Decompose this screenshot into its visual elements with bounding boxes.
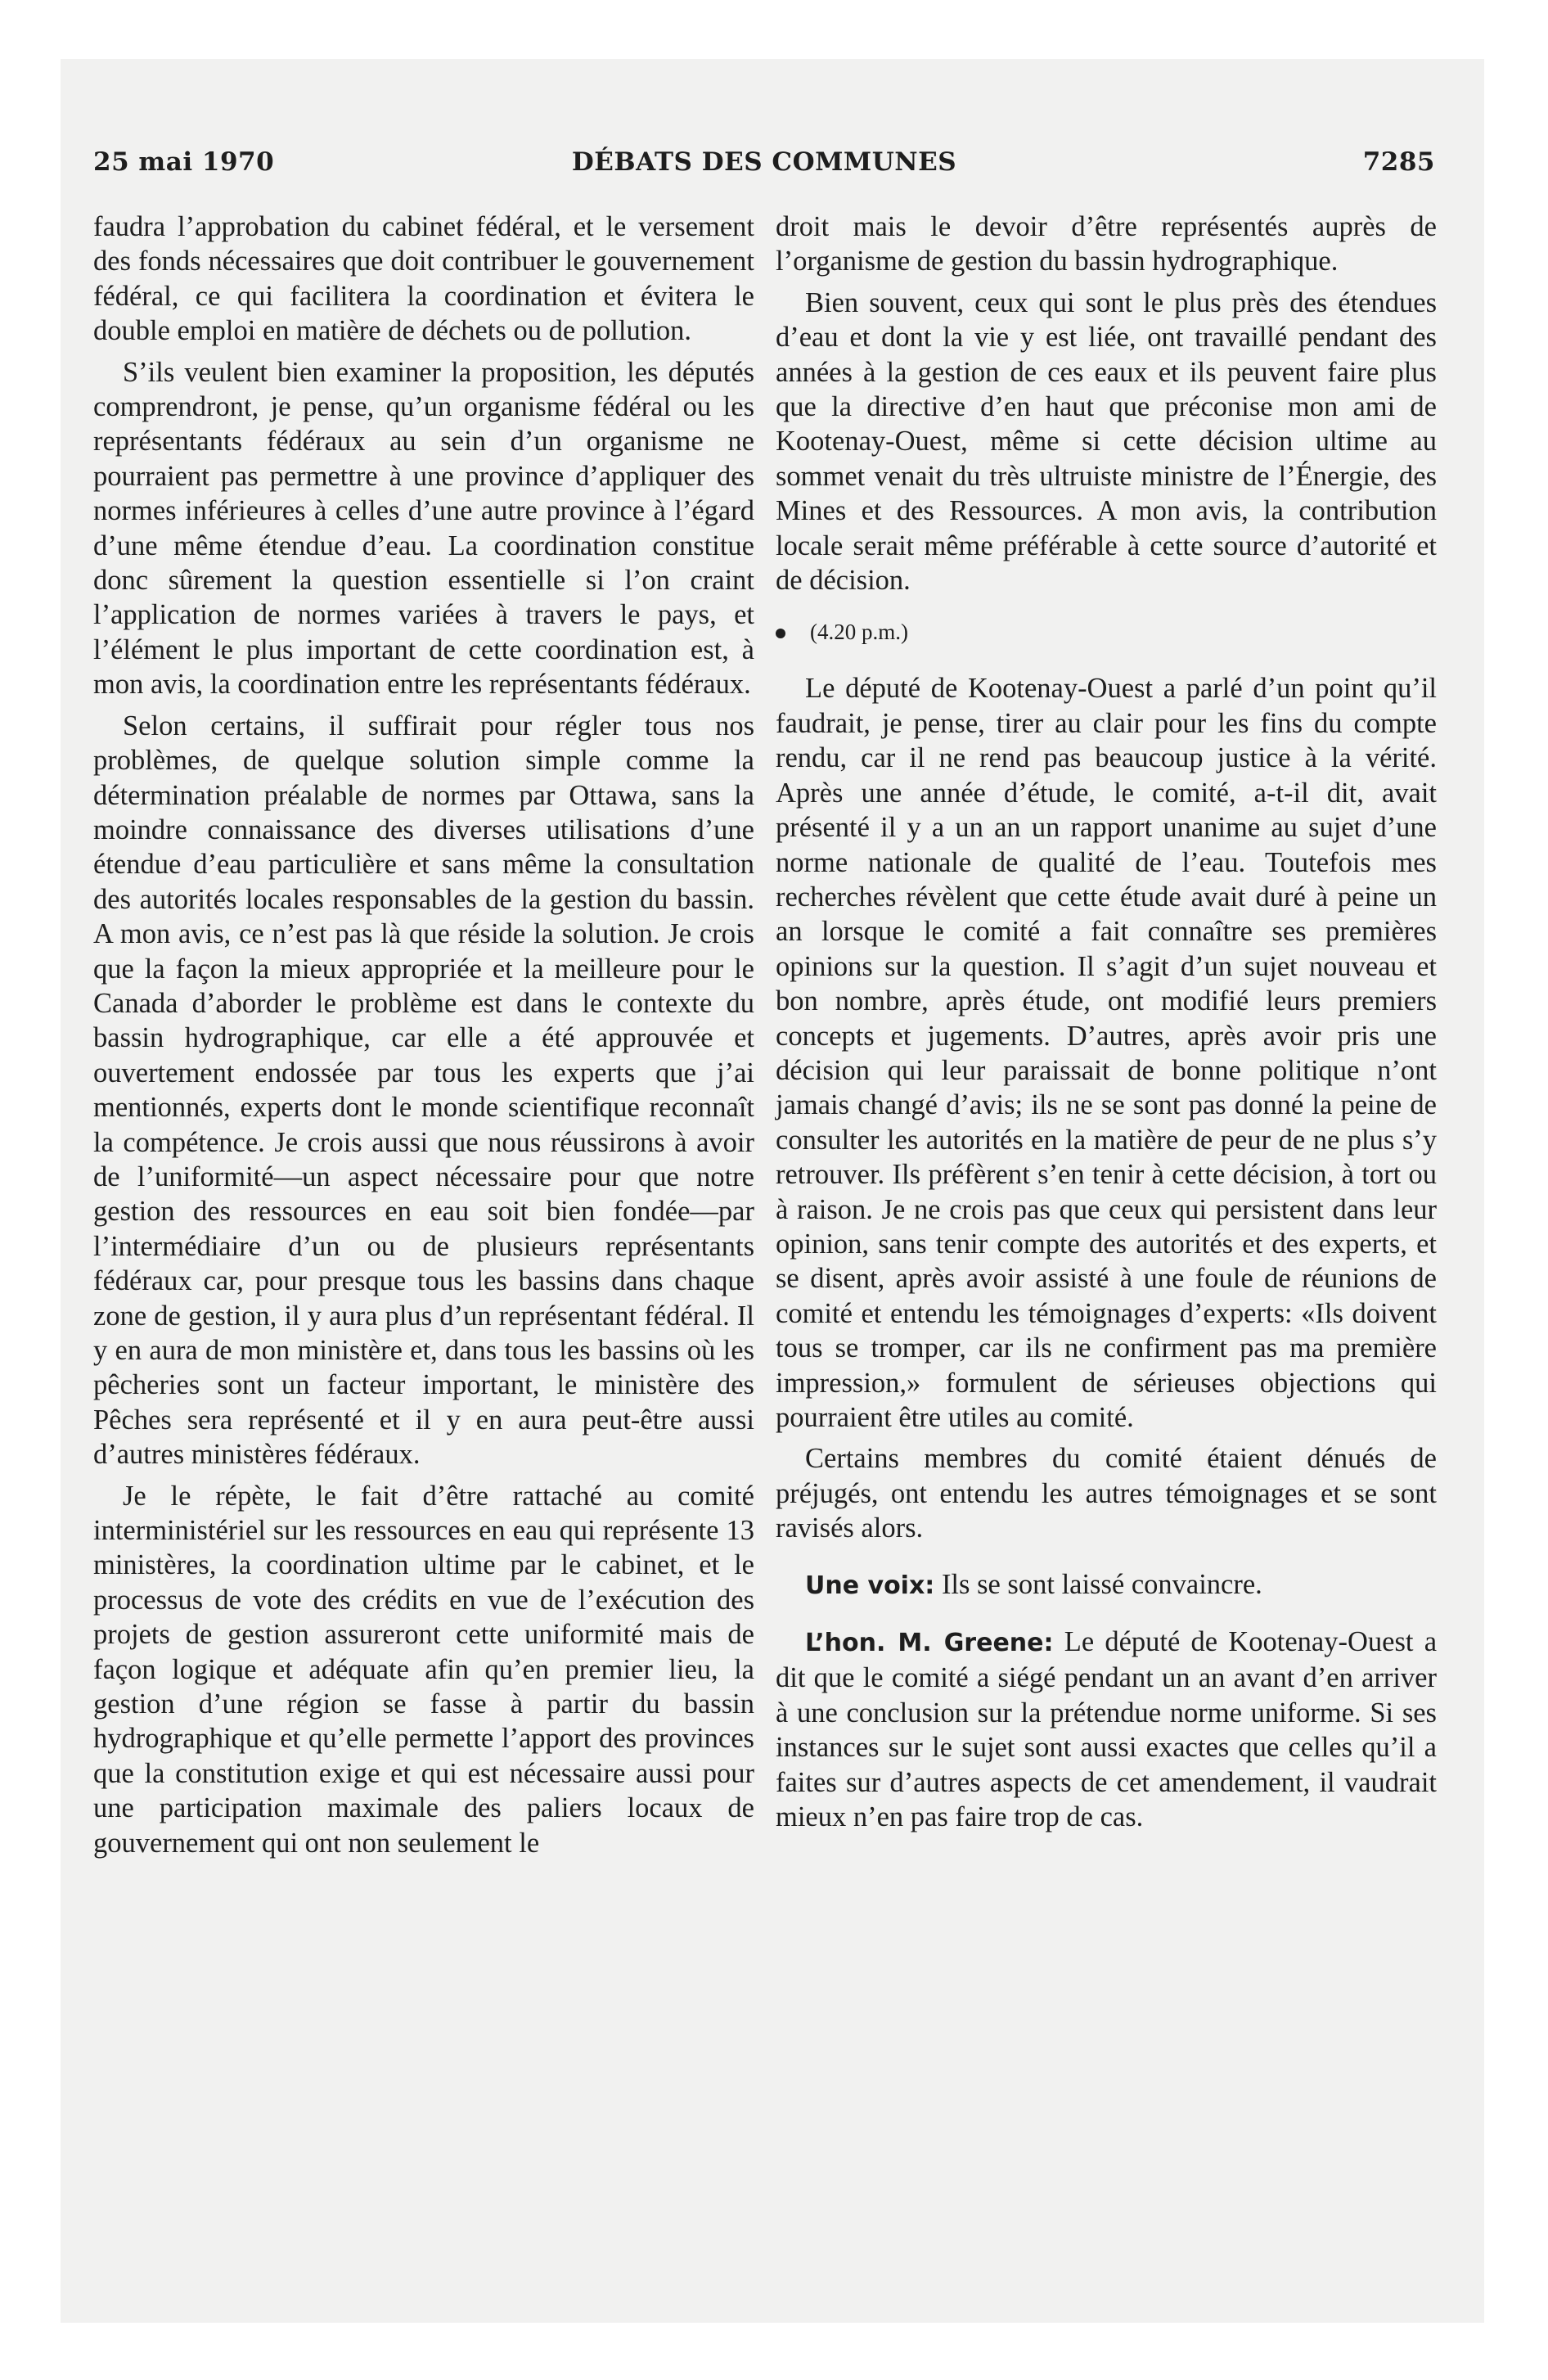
time-stamp: [776, 617, 1437, 647]
paragraph: Bien souvent, ceux qui sont le plus près des étendues d’eau et dont la vie y est liée, ont travaillé pendant des années à la gestion de ces eaux et ils peuvent faire plus que la directive d’en haut que préconise mon ami de Kootenay-Ouest, même si cette décision ultime au sommet venait du très ultruiste ministre de l’Énergie, des Mines et des Ressources. A mon avis, la contribution locale serait même préférable à cette source d’autorité et de décision.: [776, 286, 1437, 597]
speaker-name: Une voix:: [805, 1571, 935, 1600]
paragraph: droit mais le devoir d’être représentés auprès de l’organisme de gestion du bassin hydrographique.: [776, 211, 1437, 277]
running-head: [93, 147, 1435, 196]
speech-text: Le député de Kootenay-Ouest a dit que le comité a siégé pendant un an avant d’en arriver à une conclusion sur la prétendue norme uniforme. Si ses instances sur le sujet sont aussi exactes que celles qu’il a faites sur d’autres aspects de cet amendement, il vaudrait mieux n’en pas faire trop de cas.: [776, 1626, 1438, 1833]
paragraph: Selon certains, il suffirait pour régler tous nos problèmes, de quelque solution simple comme la détermination préalable de normes par Ottawa, sans la moindre connaissance des diverses utilisations d’une étendue d’eau particulière et sans même la consultation des autorités locales responsables de la gestion du bassin. A mon avis, ce n’est pas là que réside la solution. Je crois que la façon la mieux appropriée et la meilleure pour le Canada d’aborder le problème est dans le contexte du bassin hydrographique, car elle a été approuvée et ouvertement endossée par tous les experts que j’ai mentionnés, experts dont le monde scientifique reconnaît la compétence. Je crois aussi que nous réussirons à avoir de l’uniformité—un aspect nécessaire pour que notre gestion des ressources en eau soit bien fondée—par l’intermédiaire d’un ou de plusieurs représentants fédéraux car, pour presque tous les bassins dans chaque zone de gestion, il y aura plus d’un représentant fédéral. Il y en aura de mon ministère et, dans tous les bassins où les pêcheries sont un facteur important, le ministère des Pêches sera représenté et il y en aura peut-être aussi d’autres ministères fédéraux.: [93, 710, 754, 1471]
speech: [776, 1625, 1437, 1834]
bullet-icon: [776, 629, 785, 638]
paragraph: S’ils veulent bien examiner la proposition, les députés comprendront, je pense, qu’un organisme fédéral ou les représentants fédéraux au sein d’un organisme ne pourraient pas permettre à une province d’appliquer des normes inférieures à celles d’une autre province à l’égard d’une même étendue d’eau. La coordination constitue donc sûrement la question essentielle si l’on craint l’application de normes variées à travers le pays, et l’élément le plus important de cette coordination est, à mon avis, la coordination entre les représentants fédéraux.: [93, 356, 754, 701]
time-stamp-text: (4.20 p.m.): [810, 620, 908, 645]
interjection-text: Ils se sont laissé convaincre.: [941, 1568, 1262, 1600]
left-column: [93, 210, 754, 1867]
header-date: 25 mai 1970: [93, 147, 275, 177]
header-title: DÉBATS DES COMMUNES: [571, 147, 957, 177]
paragraph: faudra l’approbation du cabinet fédéral, et le versement des fonds nécessaires que doit contribuer le gouvernement fédéral, ce qui facilitera la coordination et évitera le double emploi en matière de déchets ou de pollution.: [93, 211, 754, 347]
paragraph: Le député de Kootenay-Ouest a parlé d’un point qu’il faudrait, je pense, tirer au clair pour les fins du compte rendu, car il ne rend pas beaucoup justice à la vérité. Après une année d’étude, le comité, a-t-il dit, avait présenté il y a un an un rapport unanime au sujet d’une norme nationale de qualité de l’eau. Toutefois mes recherches révèlent que cette étude avait duré à peine un an lorsque le comité a fait connaître ses premières opinions sur la question. Il s’agit d’un sujet nouveau et bon nombre, après étude, ont modifié leurs premiers concepts et jugements. D’autres, après avoir pris une décision qui leur paraissait de bonne politique n’ont jamais changé d’avis; ils ne se sont pas donné la peine de consulter les autorités en la matière de peur de ne plus s’y retrouver. Ils préfèrent s’en tenir à cette décision, à tort ou à raison. Je ne crois pas que ceux qui persistent dans leur opinion, sans tenir compte des autorités et des experts, et se disent, après avoir assisté à une foule de réunions de comité et entendu les témoignages d’experts: «Ils doivent tous se tromper, car ils ne confirment pas ma première impression,» formulent de sérieuses objections qui pourraient être utiles au comité.: [776, 673, 1437, 1433]
header-page-number: 7285: [1362, 147, 1435, 177]
right-column: [776, 210, 1437, 1841]
interjection: [776, 1567, 1437, 1603]
speaker-name: L’hon. M. Greene:: [805, 1629, 1054, 1658]
paragraph: Certains membres du comité étaient dénués de préjugés, ont entendu les autres témoignages et se sont ravisés alors.: [776, 1443, 1437, 1544]
paragraph: Je le répète, le fait d’être rattaché au comité interministériel sur les ressources en eau qui représente 13 ministères, la coordination ultime par le cabinet, et le processus de vote des crédits en vue de l’exécution des projets de gestion assureront cette uniformité mais de façon logique et adéquate afin qu’en premier lieu, la gestion d’une région se fasse à partir du bassin hydrographique et qu’elle permette l’apport des provinces que la constitution exige et qui est nécessaire aussi pour une participation maximale des paliers locaux de gouvernement qui ont non seulement le: [93, 1480, 754, 1859]
